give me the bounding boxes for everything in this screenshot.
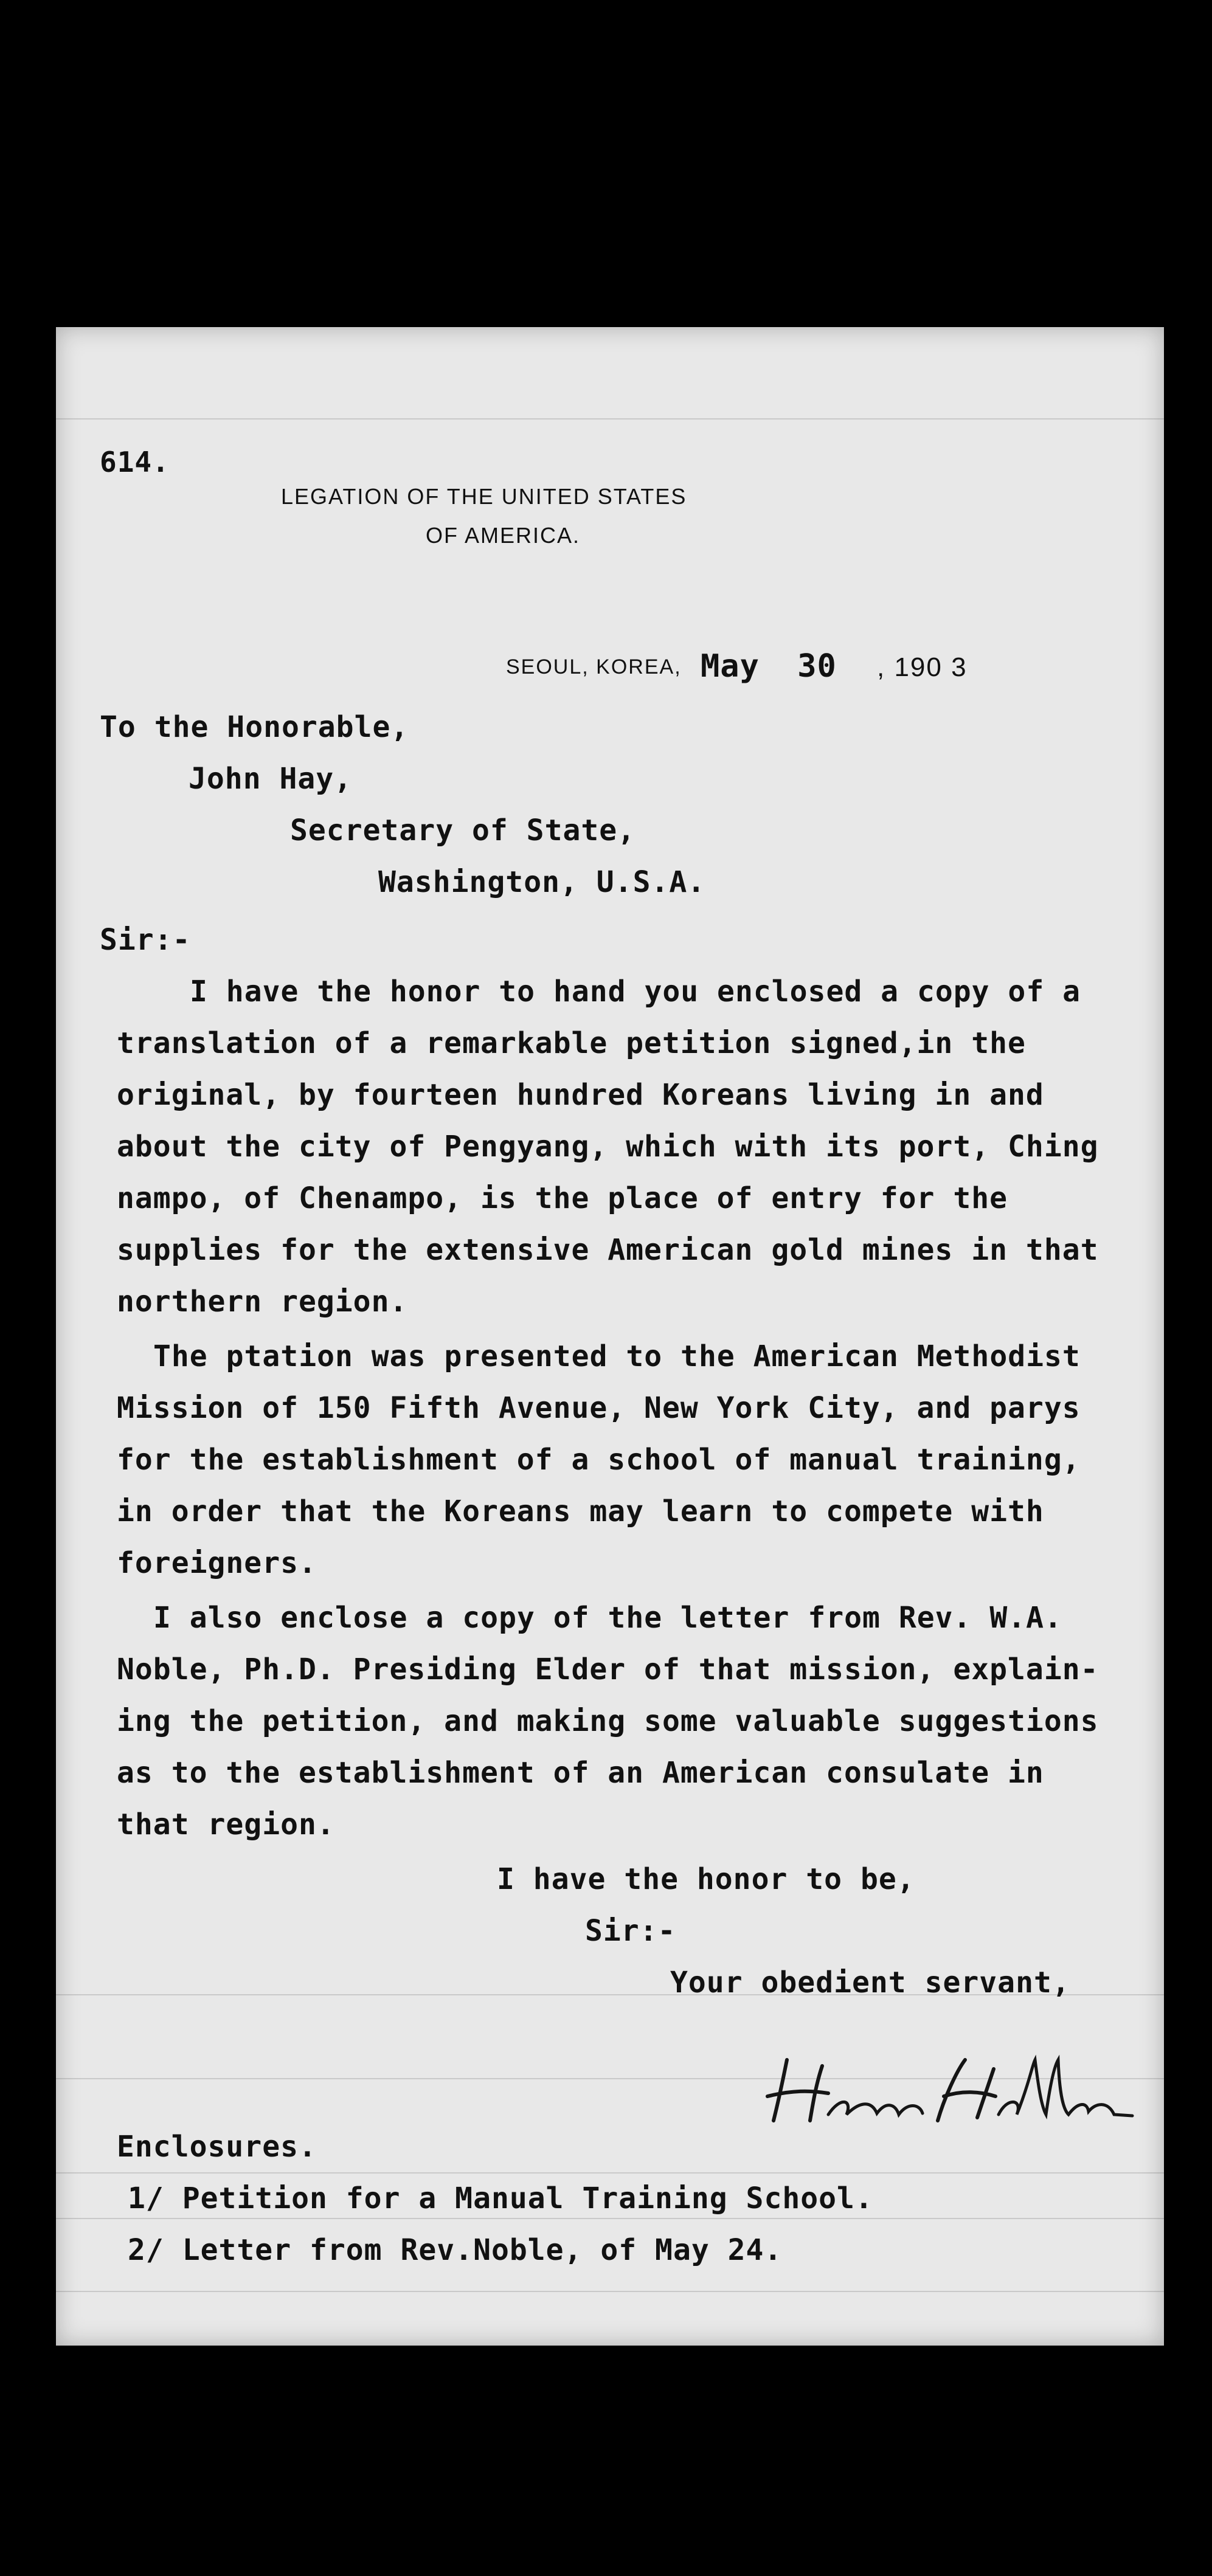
body-line: in order that the Koreans may learn to compete with: [117, 1494, 1044, 1528]
ruled-line: [56, 2218, 1164, 2219]
body-line: as to the establishment of an American consulate in: [117, 1756, 1044, 1790]
ruled-line: [56, 2172, 1164, 2174]
address-line: Secretary of State,: [290, 813, 636, 848]
body-line: supplies for the extensive American gold mines in that: [117, 1233, 1099, 1267]
salutation: Sir:-: [100, 923, 191, 957]
enclosures-heading: Enclosures.: [117, 2130, 317, 2164]
closing-line: Sir:-: [585, 1914, 676, 1948]
body-line: Mission of 150 Fifth Avenue, New York City, and parys: [117, 1391, 1081, 1425]
address-line: John Hay,: [189, 762, 353, 796]
date-month-day: May 30: [701, 648, 837, 685]
body-line: foreigners.: [117, 1546, 317, 1580]
place-line: SEOUL, KOREA,: [506, 655, 682, 679]
body-line: northern region.: [117, 1285, 408, 1319]
body-line: I have the honor to hand you enclosed a copy of a: [190, 975, 1081, 1009]
enclosure-item: 2/ Letter from Rev.Noble, of May 24.: [128, 2233, 783, 2267]
enclosure-item: 1/ Petition for a Manual Training School.: [128, 2181, 873, 2215]
body-line: I also enclose a copy of the letter from Rev. W.A.: [153, 1601, 1062, 1635]
despatch-number: 614.: [100, 446, 170, 478]
letterhead-line-2: OF AMERICA.: [426, 523, 581, 548]
document-page: [56, 327, 1164, 2346]
date-year: , 190 3: [877, 652, 968, 682]
closing-line: I have the honor to be,: [497, 1862, 915, 1896]
body-line: that region.: [117, 1808, 335, 1842]
body-line: translation of a remarkable petition signed,in the: [117, 1026, 1026, 1060]
ruled-line: [56, 418, 1164, 420]
body-line: for the establishment of a school of manual training,: [117, 1443, 1081, 1477]
handwritten-signature: [755, 2048, 1144, 2139]
address-line: To the Honorable,: [100, 710, 409, 744]
body-line: The ptation was presented to the American Methodist: [153, 1339, 1081, 1373]
body-line: original, by fourteen hundred Koreans living in and: [117, 1078, 1044, 1112]
letterhead-line-1: LEGATION OF THE UNITED STATES: [281, 484, 687, 509]
closing-line: Your obedient servant,: [670, 1966, 1070, 2000]
body-line: about the city of Pengyang, which with its port, Ching: [117, 1130, 1099, 1164]
body-line: Noble, Ph.D. Presiding Elder of that mission, explain-: [117, 1652, 1099, 1687]
ruled-line: [56, 2291, 1164, 2292]
body-line: nampo, of Chenampo, is the place of entry for the: [117, 1181, 1008, 1215]
body-line: ing the petition, and making some valuable suggestions: [117, 1704, 1099, 1738]
address-line: Washington, U.S.A.: [378, 865, 706, 899]
